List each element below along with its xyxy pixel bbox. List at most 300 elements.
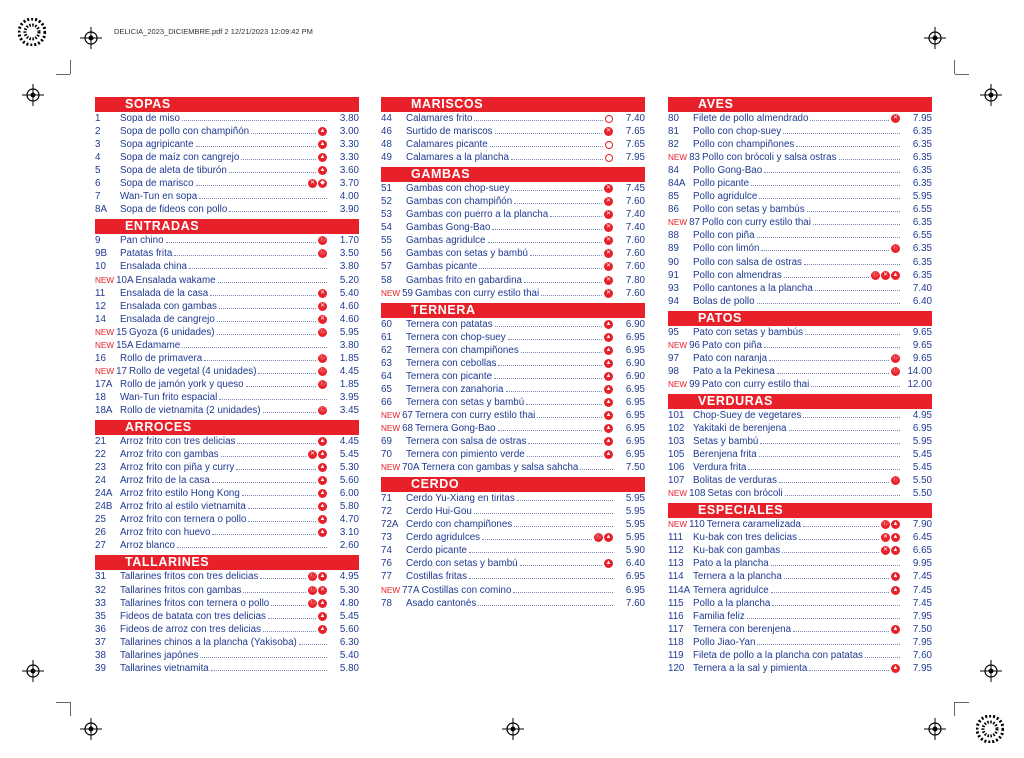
item-name: Rollo de primavera <box>120 352 203 364</box>
item-number <box>668 624 693 635</box>
menu-item <box>95 526 359 539</box>
menu-item <box>668 662 932 675</box>
item-price: 5.45 <box>339 610 359 622</box>
menu-item <box>381 344 645 357</box>
marisco-allergen-icon: ✕ <box>319 289 326 296</box>
item-price: 6.95 <box>625 409 645 421</box>
item-number <box>668 449 693 460</box>
item-price: 9.95 <box>912 558 932 570</box>
menu-item <box>381 396 645 409</box>
gluten-allergen-icon: Ⓒ <box>872 271 879 278</box>
menu-item <box>95 352 359 365</box>
item-number-text: 117 <box>668 623 684 635</box>
item-price: 5.45 <box>912 462 932 474</box>
leader-dots <box>521 352 602 353</box>
radial-target-mark <box>976 715 1004 743</box>
item-number-text: 72A <box>381 519 399 531</box>
item-name: Arroz frito estilo Hong Kong <box>120 488 240 500</box>
allergen-badges <box>318 476 327 485</box>
item-number <box>95 340 134 351</box>
item-name: Pollo a la plancha <box>693 597 771 609</box>
item-number-text: 84 <box>668 165 679 177</box>
item-name: Pollo con chop-suey <box>693 126 782 138</box>
item-number-text: 70 <box>381 449 392 461</box>
item-price: 5.50 <box>912 488 932 500</box>
menu-item <box>95 461 359 474</box>
item-name: Ensalada china <box>120 261 187 273</box>
leader-dots <box>490 146 603 147</box>
allergen-badges <box>891 586 900 595</box>
section-title: VERDURAS <box>668 394 932 409</box>
item-number <box>95 139 120 150</box>
leader-dots <box>474 513 613 514</box>
item-name: Pollo con setas y bambús <box>693 204 805 216</box>
allergen-badges <box>604 424 613 433</box>
allergen-badges <box>881 546 900 555</box>
leader-dots <box>469 578 613 579</box>
registration-mark <box>924 27 946 49</box>
menu-item <box>381 370 645 383</box>
leader-dots <box>211 670 327 671</box>
allergen-badges <box>891 625 900 634</box>
cerdo-allergen-icon: ▲ <box>605 425 612 431</box>
item-number-text: 27 <box>95 540 106 552</box>
cerdo-allergen-icon: ▲ <box>319 612 326 619</box>
menu-item <box>95 500 359 513</box>
menu-column-left <box>95 97 359 678</box>
item-number-text: 86 <box>668 204 679 216</box>
item-number <box>668 475 693 486</box>
menu-item <box>95 474 359 487</box>
leader-dots <box>210 295 316 296</box>
registration-mark <box>980 84 1002 106</box>
item-price: 5.20 <box>339 274 359 286</box>
menu-item <box>381 448 645 461</box>
item-number-text: 118 <box>668 636 684 648</box>
menu-item <box>95 584 359 597</box>
allergen-badges <box>605 141 613 149</box>
cerdo-allergen-icon: ▲ <box>319 516 326 523</box>
item-name: Ternera Gong-Bao <box>415 423 496 434</box>
item-number <box>381 545 406 556</box>
item-name: Pato con setas y bambús <box>693 326 804 338</box>
item-number <box>95 436 120 447</box>
cerdo-allergen-icon: ▲ <box>319 464 326 471</box>
leader-dots <box>769 360 889 361</box>
leader-dots <box>803 526 879 527</box>
item-number-text: 24B <box>95 501 113 513</box>
allergen-badges <box>604 411 613 420</box>
item-price: 3.30 <box>339 139 359 151</box>
marisco-allergen-icon: ✕ <box>309 451 316 458</box>
item-number-text: 48 <box>381 139 392 151</box>
leader-dots <box>784 578 889 579</box>
section-title: TERNERA <box>381 303 645 318</box>
leader-dots <box>520 565 602 566</box>
item-number <box>381 532 406 543</box>
leader-dots <box>488 242 602 243</box>
item-number <box>668 488 705 499</box>
cerdo-allergen-icon: ▲ <box>892 586 899 593</box>
new-tag: NEW <box>668 520 688 530</box>
allergen-badges <box>604 437 613 446</box>
item-number <box>668 353 693 364</box>
item-number <box>381 332 406 343</box>
item-price: 6.95 <box>625 449 645 461</box>
item-name: Chop-Suey de vegetares <box>693 409 802 421</box>
item-number-text: 33 <box>95 597 106 609</box>
new-tag: NEW <box>381 585 401 595</box>
item-price: 6.40 <box>912 295 932 307</box>
item-number <box>95 379 120 390</box>
leader-dots <box>241 159 316 160</box>
marisco-allergen-icon: ✕ <box>605 263 612 270</box>
item-number-text: 90 <box>668 256 679 268</box>
menu-item <box>95 610 359 623</box>
item-name: Pollo con limón <box>693 243 760 255</box>
item-price: 7.40 <box>912 282 932 294</box>
item-price: 6.55 <box>912 204 932 216</box>
item-number-text: 77A <box>402 584 420 596</box>
section-title: PATOS <box>668 311 932 326</box>
menu-item <box>95 623 359 636</box>
item-number <box>95 366 127 377</box>
menu-item <box>95 164 359 177</box>
item-name: Yakitaki de berenjena <box>693 423 787 434</box>
leader-dots <box>229 172 316 173</box>
new-tag: NEW <box>381 288 401 298</box>
item-name: Pato a la plancha <box>693 558 769 570</box>
menu-item <box>668 125 932 138</box>
menu-item <box>381 422 645 435</box>
cerdo-allergen-icon: ▲ <box>892 271 899 278</box>
item-price: 4.95 <box>339 571 359 583</box>
item-price: 1.70 <box>339 235 359 247</box>
menu-item <box>95 151 359 164</box>
gluten-allergen-icon: Ⓒ <box>309 573 316 580</box>
item-name: Tallarines fritos con gambas <box>120 584 242 596</box>
registration-mark <box>924 718 946 740</box>
menu-section-tallarines <box>95 555 359 674</box>
item-number-text: 38 <box>95 649 106 661</box>
item-price: 7.45 <box>625 183 645 195</box>
item-price: 3.00 <box>339 126 359 138</box>
marisco-allergen-icon: ✕ <box>605 128 612 135</box>
item-name: Sopa de fideos con pollo <box>120 204 228 216</box>
item-price: 3.80 <box>339 113 359 125</box>
leader-dots <box>815 290 900 291</box>
item-price: 6.35 <box>912 152 932 164</box>
item-number <box>668 650 693 661</box>
item-number <box>95 165 120 176</box>
menu-item <box>668 326 932 339</box>
leader-dots <box>528 443 602 444</box>
leader-dots <box>263 631 316 632</box>
allergen-badges <box>891 476 900 485</box>
pdf-header: DELICIA_2023_DICIEMBRE.pdf 2 12/21/2023 12:09:42 PM <box>114 27 313 36</box>
item-number <box>668 139 693 150</box>
menu-item <box>668 151 932 164</box>
cerdo-allergen-icon: ▲ <box>605 385 612 392</box>
allergen-badges <box>318 437 327 446</box>
item-number-text: 115 <box>668 597 684 609</box>
item-price: 6.95 <box>625 436 645 448</box>
item-price: 3.80 <box>339 339 359 351</box>
allergen-badges <box>604 210 613 219</box>
item-number-text: 58 <box>381 274 392 286</box>
leader-dots <box>772 605 900 606</box>
item-price: 6.95 <box>912 423 932 434</box>
item-number-text: 67 <box>402 409 414 421</box>
allergen-badges <box>318 502 327 511</box>
menu-item <box>381 383 645 396</box>
item-number <box>95 514 120 525</box>
leader-dots <box>757 237 900 238</box>
new-tag: NEW <box>381 424 401 433</box>
item-number-text: 31 <box>95 571 106 583</box>
item-price: 7.50 <box>625 462 645 474</box>
menu-section-aves <box>668 97 932 308</box>
item-name: Edamame <box>135 339 181 351</box>
item-name: Ternera a la sal y pimienta <box>693 662 808 674</box>
menu-item <box>381 492 645 505</box>
item-number <box>95 475 120 486</box>
allergen-badges <box>308 572 327 581</box>
menu-section-cerdo <box>381 477 645 609</box>
item-name: Sopa de aleta de tiburón <box>120 165 227 177</box>
marisco-allergen-icon: ✕ <box>319 315 326 322</box>
item-price: 7.90 <box>912 519 932 531</box>
menu-item <box>381 195 645 208</box>
menu-section-mariscos <box>381 97 645 164</box>
item-name: Ternera con patatas <box>406 318 493 330</box>
allergen-badges <box>604 276 613 285</box>
cerdo-allergen-icon: ▲ <box>319 438 326 445</box>
leader-dots <box>174 255 316 256</box>
item-number-text: 110 <box>689 519 705 531</box>
item-number-text: 62 <box>381 344 392 356</box>
item-name: Arroz frito con tres delicias <box>120 436 236 448</box>
leader-dots <box>268 618 316 619</box>
item-number <box>668 126 693 137</box>
item-number-text: 35 <box>95 610 106 622</box>
item-number-text: 93 <box>668 282 679 294</box>
item-name: Verdura frita <box>693 462 747 474</box>
item-number <box>95 113 120 124</box>
item-number <box>95 204 120 215</box>
crop-mark <box>954 702 955 716</box>
item-name: Cerdo con setas y bambú <box>406 558 518 570</box>
allergen-badges <box>604 320 613 329</box>
leader-dots <box>237 443 316 444</box>
cerdo-allergen-icon: ▲ <box>319 599 326 606</box>
item-number <box>381 384 406 395</box>
marisco-allergen-icon: ✕ <box>882 534 889 541</box>
item-name: Pollo con piña <box>693 230 755 242</box>
cerdo-allergen-icon: ▲ <box>892 625 899 632</box>
menu-item <box>668 623 932 636</box>
item-name: Sopa de miso <box>120 113 180 125</box>
menu-item <box>95 339 359 352</box>
allergen-badges <box>318 528 327 537</box>
allergen-badges <box>318 612 327 621</box>
item-number <box>668 243 693 254</box>
item-number <box>381 571 406 582</box>
new-tag: NEW <box>668 340 688 350</box>
crop-mark <box>56 74 70 75</box>
menu-section-patos <box>668 311 932 391</box>
menu-item <box>381 221 645 234</box>
leader-dots <box>511 190 602 191</box>
item-number-text: 53 <box>381 209 392 221</box>
cerdo-allergen-icon: ▲ <box>319 167 326 174</box>
item-name: Ternera con cebollas <box>406 357 497 369</box>
item-price: 7.60 <box>625 261 645 273</box>
item-number-text: 18 <box>95 391 106 403</box>
gluten-allergen-icon: Ⓒ <box>319 380 326 387</box>
item-number <box>381 345 406 356</box>
leader-dots <box>299 644 327 645</box>
leader-dots <box>779 482 889 483</box>
item-price: 7.40 <box>625 222 645 234</box>
item-name: Pollo picante <box>693 178 750 190</box>
item-number <box>95 624 120 635</box>
item-name: Gambas con puerro a la plancha <box>406 209 549 221</box>
menu-item <box>381 234 645 247</box>
item-price: 5.95 <box>625 506 645 518</box>
menu-item <box>95 287 359 300</box>
marisco-allergen-icon: ✕ <box>605 250 612 257</box>
allergen-badges <box>604 184 613 193</box>
item-name: Gyoza (6 unidades) <box>129 326 215 338</box>
item-number-text: 51 <box>381 183 392 195</box>
marisco-allergen-icon: ✕ <box>309 180 316 187</box>
menu-section-entradas <box>95 219 359 417</box>
item-name: Patatas frita <box>120 248 173 260</box>
gluten-allergen-icon: Ⓒ <box>319 367 326 374</box>
marisco-allergen-icon: ✕ <box>605 276 612 283</box>
item-number <box>95 663 120 674</box>
item-price: 7.60 <box>625 287 645 299</box>
leader-dots <box>793 631 889 632</box>
item-number <box>95 288 120 299</box>
item-name: Ensalada de cangrejo <box>120 313 215 325</box>
menu-item <box>95 597 359 610</box>
allergen-badges <box>604 262 613 271</box>
item-number-text: 81 <box>668 126 679 138</box>
leader-dots <box>478 605 613 606</box>
marisco-allergen-icon: ✕ <box>605 289 612 296</box>
item-name: Gambas con curry estilo thai <box>415 287 540 299</box>
leader-dots <box>807 211 900 212</box>
leader-dots <box>839 159 900 160</box>
item-number <box>381 397 406 408</box>
leader-dots <box>243 592 306 593</box>
item-name: Arroz blanco <box>120 540 175 552</box>
menu-item <box>668 487 932 500</box>
menu-item <box>668 229 932 242</box>
item-number-text: 64 <box>381 370 392 382</box>
leader-dots <box>527 456 602 457</box>
item-price: 5.95 <box>912 191 932 203</box>
item-number-text: 77 <box>381 571 392 583</box>
item-name: Cerdo picante <box>406 545 467 557</box>
leader-dots <box>221 456 306 457</box>
leader-dots <box>212 482 316 483</box>
item-price: 5.45 <box>339 449 359 461</box>
menu-item <box>668 216 932 229</box>
allergen-badges <box>891 572 900 581</box>
menu-item <box>95 112 359 125</box>
item-number-text: 56 <box>381 248 392 260</box>
item-name: Sopa de marisco <box>120 178 194 190</box>
section-title: MARISCOS <box>381 97 645 112</box>
menu-item <box>95 391 359 404</box>
item-name: Bolitas de verduras <box>693 475 777 487</box>
item-number <box>95 449 120 460</box>
item-name: Pollo con curry estilo thai <box>702 217 811 229</box>
item-number-text: 97 <box>668 352 679 364</box>
leader-dots <box>514 526 613 527</box>
item-number-text: 88 <box>668 230 679 242</box>
leader-dots <box>212 534 316 535</box>
item-number <box>668 663 693 674</box>
crop-mark <box>955 702 969 703</box>
item-number <box>381 222 406 233</box>
item-number-text: 4 <box>95 152 101 164</box>
cerdo-allergen-icon: ▲ <box>605 320 612 327</box>
menu-item <box>95 326 359 339</box>
item-number-text: 55 <box>381 235 392 247</box>
leader-dots <box>229 211 327 212</box>
leader-dots <box>260 578 306 579</box>
menu-item <box>668 352 932 365</box>
leader-dots <box>196 185 306 186</box>
item-number-text: 61 <box>381 331 392 343</box>
allergen-badges <box>318 249 327 258</box>
allergen-badges <box>308 450 327 459</box>
item-number-text: 102 <box>668 423 685 434</box>
item-price: 4.95 <box>912 409 932 421</box>
leader-dots <box>759 456 900 457</box>
cerdo-allergen-icon: ▲ <box>319 625 326 632</box>
cerdo-allergen-icon: ▲ <box>319 503 326 510</box>
allergen-badges <box>318 515 327 524</box>
item-name: Bolas de pollo <box>693 295 755 307</box>
menu-item <box>381 557 645 570</box>
item-number-text: 10 <box>95 261 106 273</box>
item-price: 5.60 <box>339 475 359 487</box>
menu-item <box>381 260 645 273</box>
cerdo-allergen-icon: ▲ <box>319 490 326 497</box>
allergen-badges <box>604 385 613 394</box>
section-title: SOPAS <box>95 97 359 112</box>
ring-allergen-icon <box>605 115 613 123</box>
allergen-badges <box>604 450 613 459</box>
leader-dots <box>200 657 327 658</box>
item-number <box>95 275 134 286</box>
allergen-badges <box>604 289 613 298</box>
leader-dots <box>759 198 900 199</box>
leader-dots <box>482 539 592 540</box>
ring-allergen-icon <box>605 141 613 149</box>
new-tag: NEW <box>95 275 115 285</box>
item-number-text: 26 <box>95 527 106 539</box>
item-number-text: 71 <box>381 493 392 505</box>
item-number-text: 39 <box>95 662 106 674</box>
menu-item <box>381 331 645 344</box>
item-number <box>381 319 406 330</box>
